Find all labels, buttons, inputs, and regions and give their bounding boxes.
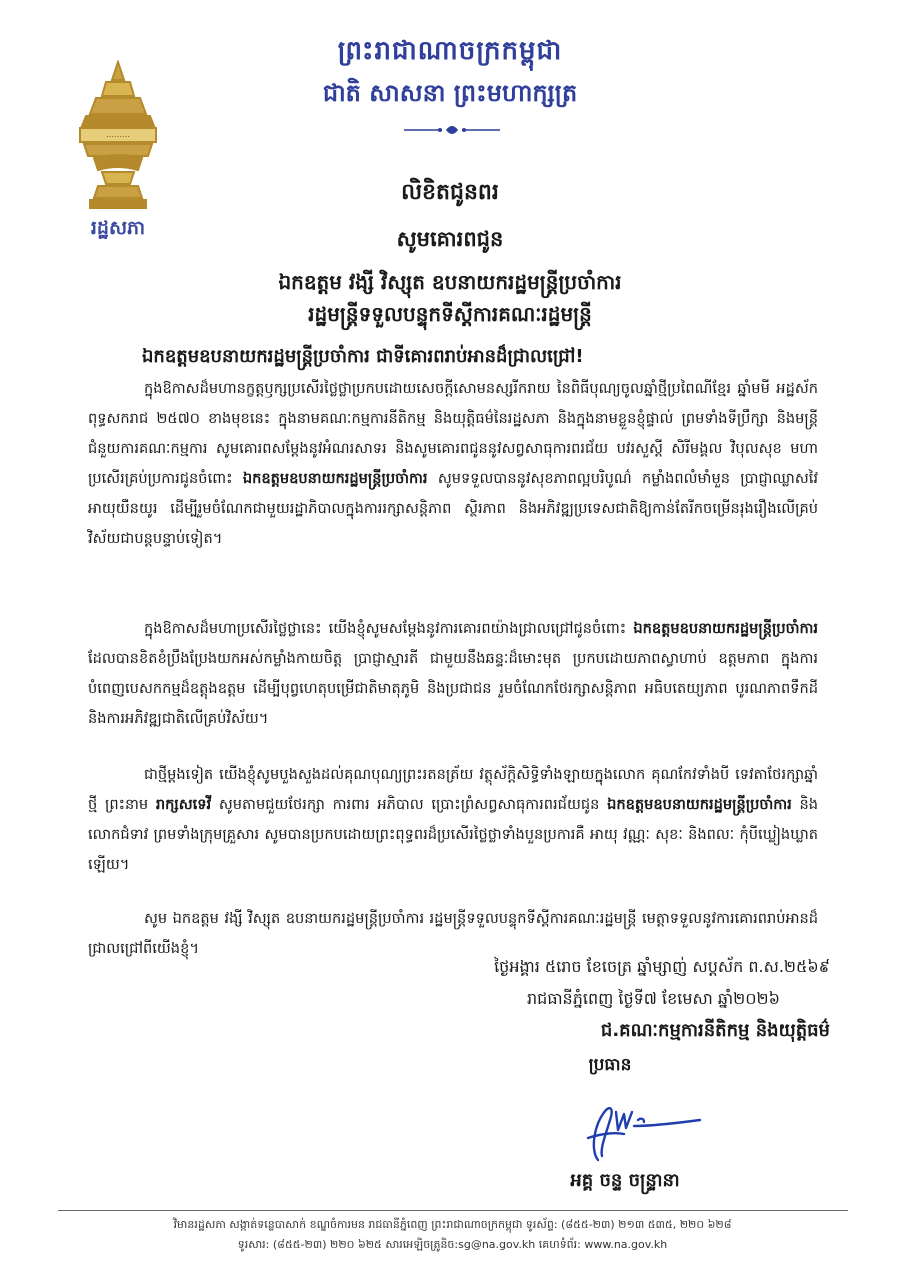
paragraph-3-text-f: ព្រមទាំងក្រុមគ្រួសារ សូមបានប្រកបដោយព្រះពុទ្ធពរដ៏ប្រសើរថ្លៃថ្លាទាំងបួនប្រការគឺ អាយុ វណ្ណៈ សុខៈ និងពលៈ កុំបីឃ្លៀងឃ្លាតឡើយ។: [88, 826, 818, 873]
paragraph-3: [88, 760, 818, 880]
recipient-block: [120, 266, 780, 330]
paragraph-1-honorific: ឯកឧត្តមឧបនាយករដ្ឋមន្ត្រីប្រចាំការ: [242, 470, 428, 487]
national-motto: ជាតិ សាសនា ព្រះមហាក្សត្រ: [322, 79, 578, 107]
emblem-label: រដ្ឋសភា: [90, 217, 146, 239]
footer-address: វិមានរដ្ឋសភា សង្កាត់ទន្លេបាសាក់ ខណ្ឌចំការមន រាជធានីភ្នំពេញ ព្រះរាជាណាចក្រកម្ពុជា ទូរស័ព្ទ: (៨៥៥-២៣) ២១៣ ៥៣៥, ២២០ ៦២៨: [173, 1218, 732, 1231]
paragraph-2-text-a: ក្នុងឱកាសដ៏មហាប្រសើរថ្លៃថ្លានេះ យើងខ្ញុំសូមសម្តែងនូវការគោរពយ៉ាងជ្រាលជ្រៅជូនចំពោះ: [144, 620, 627, 637]
recipient-line-1: ឯកឧត្តម វង្សី វិស្សុត ឧបនាយករដ្ឋមន្ត្រីប្រចាំការ: [278, 270, 622, 294]
paragraph-3-deity-name: រាក្សសទេវី: [155, 796, 212, 813]
addressed-to: សូមគោរពជូន: [396, 227, 504, 251]
recipient-line-2: រដ្ឋមន្ត្រីទទួលបន្ទុកទីស្តីការគណៈរដ្ឋមន្ត្រី: [308, 302, 592, 326]
paragraph-3-spouse: និងលោកជំទាវ: [88, 796, 819, 843]
paragraph-3-text-a: ជាថ្មីម្តងទៀត យើងខ្ញុំសូមបួងសួងដល់គុណបុណ្យព្រះរតនត្រ័យ វត្ថុស័ក្តិសិទ្ធិទាំងឡាយក្នុងលោក គុណកែវទាំងបី ទេវតាថែរក្សាឆ្នាំថ្មី ព្រះនាម: [88, 766, 818, 813]
footer-divider: [58, 1210, 848, 1211]
paragraph-4: [88, 904, 818, 964]
paragraph-4-text: សូម ឯកឧត្តម វង្សី វិស្សុត ឧបនាយករដ្ឋមន្ត្រីប្រចាំការ រដ្ឋមន្ត្រីទទួលបន្ទុកទីស្តីការគណៈរដ្ឋមន្ត្រី មេត្តាទទួលនូវការគោរពរាប់អានដ៏ជ្រាលជ្រៅពីយើងខ្ញុំ។: [88, 910, 818, 957]
signer-position: ប្រធាន: [588, 1055, 632, 1075]
paragraph-1: [88, 374, 818, 554]
paragraph-2-honorific: ឯកឧត្តមឧបនាយករដ្ឋមន្ត្រីប្រចាំការ: [633, 620, 819, 637]
paragraph-2-text-c: ដែលបានខិតខំប្រឹងប្រែងយកអស់កម្លាំងកាយចិត្ត ប្រាជ្ញាស្មារតី ជាមួយនឹងឆន្ទៈដ៏មោះមុត ប្រកបដោយភាពស្វាហាប់ ឧត្តមភាព ក្នុងការបំពេញបេសកកម្មដ៏ឧត្តុងឧត្តម ដើម្បីបុព្វហេតុបម្រើជាតិមាតុភូមិ និងប្រជាជន រួមចំណែកថែរក្សាសន្តិភាព អធិបតេយ្យភាព បូរណភាពទឹកដី និងការអភិវឌ្ឍជាតិលើគ្រប់វិស័យ។: [88, 650, 818, 727]
committee-name: ជ.គណៈកម្មការនីតិកម្ម និងយុត្តិធម៌: [600, 1020, 830, 1041]
decorative-divider-icon: [402, 122, 502, 138]
document-title: លិខិតជូនពរ: [401, 180, 499, 205]
solar-date: រាជធានីភ្នំពេញ ថ្ងៃទី៧ ខែមេសា ឆ្នាំ២០២៦: [527, 989, 780, 1008]
national-assembly-emblem-icon: [72, 60, 164, 210]
kingdom-title: ព្រះរាជាណាចក្រកម្ពុជា: [337, 36, 563, 66]
signer-name: អគ្គ ចន្ទ ចន្ទ្រានា: [570, 1170, 680, 1191]
lunar-date: ថ្ងៃអង្គារ ៥រោច ខែចេត្រ ឆ្នាំម្សាញ់ សប្តស័ក ព.ស.២៥៦៩: [494, 957, 830, 976]
svg-text:⋯⋯⋯: ⋯⋯⋯: [106, 132, 130, 141]
paragraph-1-text-a: ក្នុងឱកាសដ៏មហានក្ខត្តឫក្សប្រសើរថ្លៃថ្លាប្រកបដោយសេចក្តីសោមនស្សរីករាយ នៃពិធីបុណ្យចូលឆ្នាំថ្មីប្រពៃណីខ្មែរ ឆ្នាំមមី អដ្ឋស័ក ពុទ្ធសករាជ ២៥៧០ ខាងមុខនេះ ក្នុងនាមគណៈកម្មការនីតិកម្ម និងយុត្តិធម៌នៃរដ្ឋសភា និងក្នុងនាមខ្លួនខ្ញុំផ្ទាល់ ព្រមទាំងទីប្រឹក្សា និងមន្ត្រីជំនួយការគណៈកម្មការ សូមគោរពសម្តែងនូវអំណរសាទរ និងសូមគោរពជូននូវសព្វសាធុការពរជ័យ បវរសួស្តី សិរីមង្គល វិបុលសុខ មហាប្រសើរគ្រប់ប្រការជូនចំពោះ: [88, 380, 818, 487]
paragraph-3-honorific: ឯកឧត្តមឧបនាយករដ្ឋមន្ត្រីប្រចាំការ: [607, 796, 792, 813]
handwritten-signature-icon: [560, 1090, 710, 1170]
salutation: ឯកឧត្តមឧបនាយករដ្ឋមន្ត្រីប្រចាំការ ជាទីគោរពរាប់អានដ៏ជ្រាលជ្រៅ!: [142, 346, 584, 367]
paragraph-1-text-c: សូមទទួលបាននូវសុខភាពល្អបរិបូណ៌ កម្លាំងពលំមាំមួន ប្រាជ្ញាឈ្លាសវៃ អាយុយឺនយូរ ដើម្បីរួមចំណែកជាមួយរដ្ឋាភិបាលក្នុងការរក្សាសន្តិភាព ស្ថិរភាព និងអភិវឌ្ឍប្រទេសជាតិឱ្យកាន់តែរីកចម្រើនរុងរឿងលើគ្រប់វិស័យជាបន្តបន្ទាប់ទៀត។: [88, 470, 819, 547]
paragraph-2: [88, 614, 818, 734]
paragraph-3-text-c: សូមតាមជួយថែរក្សា ការពារ អភិបាល ប្រោះព្រំសព្វសាធុការពរជ័យជូន: [218, 796, 600, 813]
footer-contact: ទូរសារ: (៨៥៥-២៣) ២២០ ៦២៥ សារអេឡិចត្រូនិច:sg@na.gov.kh គេហទំព័រ: www.na.gov.kh: [237, 1238, 668, 1251]
